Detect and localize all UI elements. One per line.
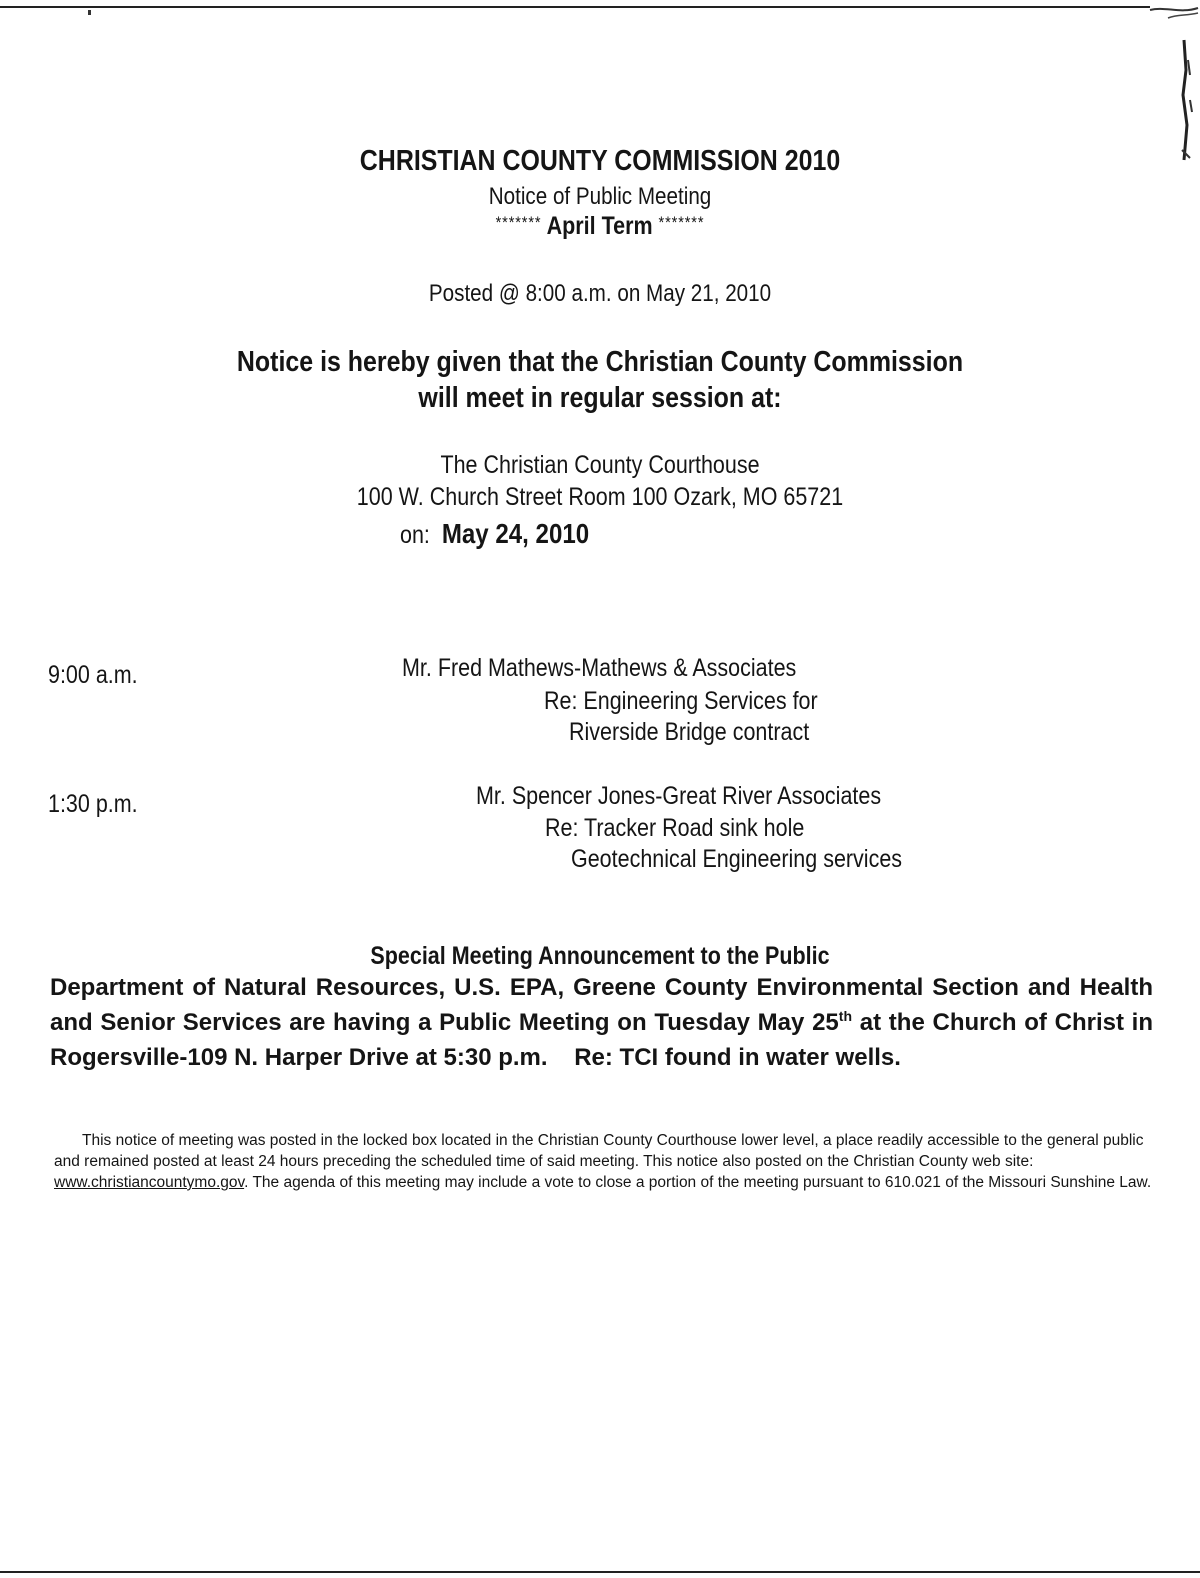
schedule-re-line: Re: Tracker Road sink hole (545, 814, 805, 842)
scan-mark (88, 10, 91, 15)
term-line (84, 212, 1116, 241)
meeting-date: May 24, 2010 (441, 518, 590, 549)
location-line-1: The Christian County Courthouse (440, 451, 760, 479)
term-stars-left: ******* (495, 213, 542, 232)
schedule-re-line: Re: Engineering Services for (544, 687, 818, 715)
schedule-presenter: Mr. Spencer Jones-Great River Associates (476, 782, 882, 810)
term-stars-right: ******* (658, 213, 705, 232)
posted-line: Posted @ 8:00 a.m. on May 21, 2010 (428, 280, 772, 307)
meeting-date-line (400, 518, 589, 550)
posting-footnote (54, 1130, 1154, 1193)
schedule-presenter: Mr. Fred Mathews-Mathews & Associates (402, 654, 797, 682)
notice-line-2: will meet in regular session at: (418, 382, 782, 414)
footnote-text: This notice of meeting was posted in the locked box located in the Christian County Courthouse lower level, a place readily accessible to the general public and remained posted at least 24 hours preceding the scheduled time of said meeting. This notice also posted on the Christian County web site: (54, 1132, 1144, 1170)
top-border-line (0, 6, 1150, 8)
on-label: on: (400, 521, 430, 549)
special-body-text: Department of Natural Resources, U.S. EPA, Greene County Environmental Section and Health and Senior Services are having a Public Meeting on Tuesday May 25 (50, 974, 1153, 1036)
schedule-re-line: Geotechnical Engineering services (571, 845, 903, 873)
document-subtitle: Notice of Public Meeting (488, 183, 712, 210)
notice-line-1: Notice is hereby given that the Christian County Commission (236, 346, 964, 378)
schedule-time: 9:00 a.m. (48, 661, 138, 689)
special-announcement-title: Special Meeting Announcement to the Public (370, 942, 830, 970)
county-website-link[interactable]: www.christiancountymo.gov (54, 1174, 245, 1191)
special-announcement-body (50, 970, 1153, 1075)
special-body-text: at the Church of Christ in Rogersville-109 N. Harper Drive at 5:30 p.m. (50, 1009, 1154, 1071)
location-line-2: 100 W. Church Street Room 100 Ozark, MO 65721 (356, 483, 844, 511)
scan-edge-artifact (1120, 0, 1200, 175)
term-label: April Term (546, 212, 653, 240)
schedule-re-line: Riverside Bridge contract (569, 718, 810, 746)
schedule-time: 1:30 p.m. (48, 790, 138, 818)
bottom-border-line (0, 1571, 1200, 1573)
document-title: CHRISTIAN COUNTY COMMISSION 2010 (359, 145, 841, 177)
ordinal-suffix: th (838, 1008, 852, 1024)
footnote-text: . The agenda of this meeting may include a vote to close a portion of the meeting pursuant to 610.021 of the Missouri Sunshine Law. (244, 1174, 1152, 1191)
special-body-re: Re: TCI found in water wells. (574, 1044, 901, 1071)
